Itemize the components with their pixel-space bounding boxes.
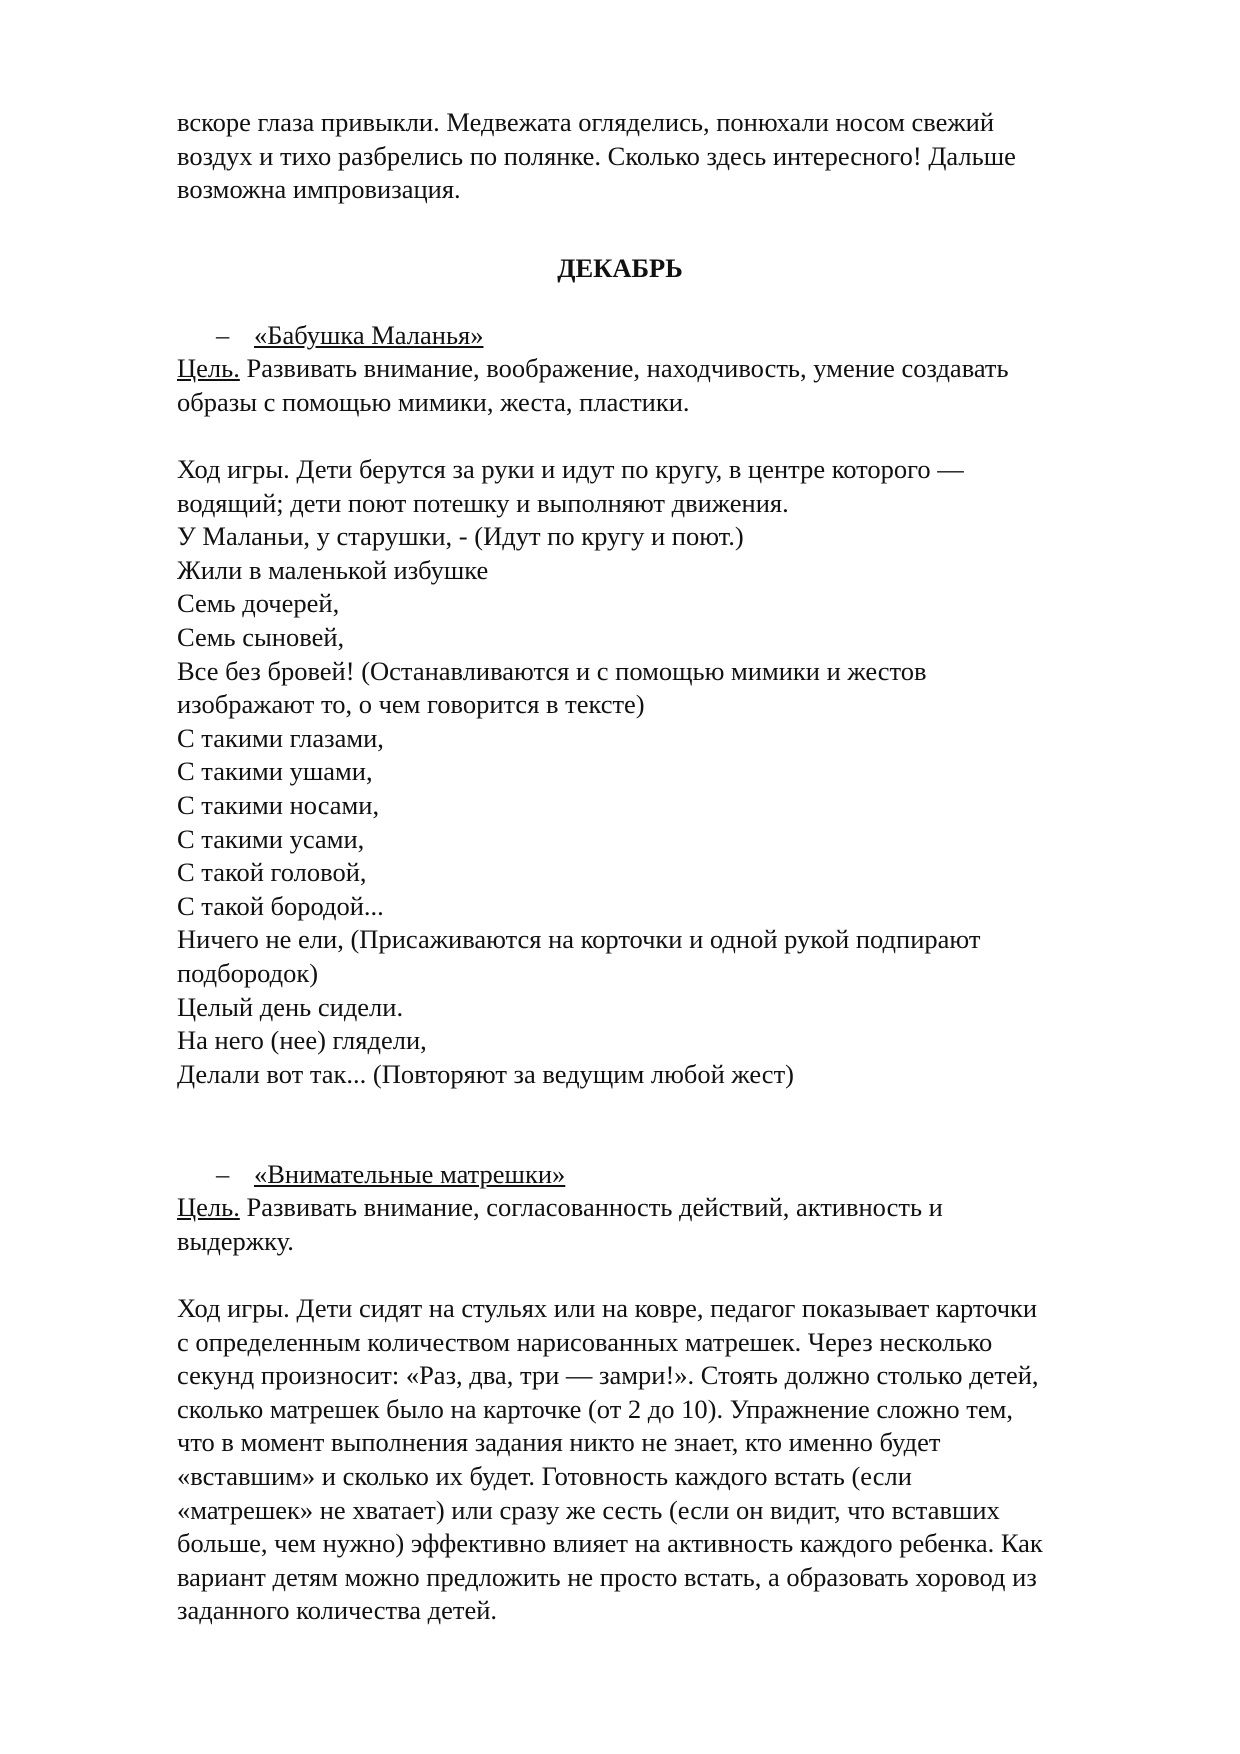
game2-list-dash: – — [216, 1159, 230, 1189]
game1-goal — [177, 352, 1157, 419]
game1-title-line — [216, 319, 483, 353]
game1-list-dash: – — [216, 320, 230, 350]
section-heading: ДЕКАБРЬ — [557, 253, 683, 283]
game2-title: «Внимательные матрешки» — [254, 1159, 566, 1189]
game1-goal-label: Цель. — [177, 353, 240, 383]
game2-procedure: Ход игры. Дети сидят на стульях или на ковре, педагог показывает карточки с определенным количеством нарисованных матрешек. Через несколько секунд произносит: «Раз, два, три — замри!». Стоять должно столько детей, сколько матрешек было на карточке (от 2 до 10). Упражнение сложно тем, что в момент выполнения задания никто не знает, кто именно будет «вставшим» и сколько их будет. Готовность каждого встать (если «матрешек» не хватает) или сразу же сесть (если он видит, что вставших больше, чем нужно) эффективно влияет на активность каждого ребенка. Как вариант детям можно предложить не просто встать, а образовать хоровод из заданного количества детей. — [177, 1293, 1043, 1626]
game2-goal-label: Цель. — [177, 1192, 240, 1222]
game1-goal-text: Развивать внимание, воображение, находчивость, умение создавать образы с помощью мимики, жеста, пластики. — [177, 353, 1009, 417]
game1-procedure: Ход игры. Дети берутся за руки и идут по кругу, в центре которого — водящий; дети поют потешку и выполняют движения. У Маланьи, у старушки, - (Идут по кругу и поют.) Жили в маленькой избушке Семь дочерей, Семь сыновей, Все без бровей! (Останавливаются и с помощью мимики и жестов изображают то, о чем говорится в тексте) С такими глазами, С такими ушами, С такими носами, С такими усами, С такой головой, С такой бородой... Ничего не ели, (Присаживаются на корточки и одной рукой подпирают подбородок) Целый день сидели. На него (нее) глядели, Делали вот так... (Повторяют за ведущим любой жест) — [177, 454, 981, 1089]
game2-title-line — [216, 1158, 565, 1192]
game2-goal-text: Развивать внимание, согласованность действий, активность и выдержку. — [177, 1192, 943, 1256]
game2-goal — [177, 1191, 1157, 1258]
game1-title: «Бабушка Маланья» — [254, 320, 484, 350]
intro-paragraph: вскоре глаза привыкли. Медвежата огляделись, понюхали носом свежий воздух и тихо разбрелись по полянке. Сколько здесь интересного! Дальше возможна импровизация. — [177, 107, 1016, 205]
